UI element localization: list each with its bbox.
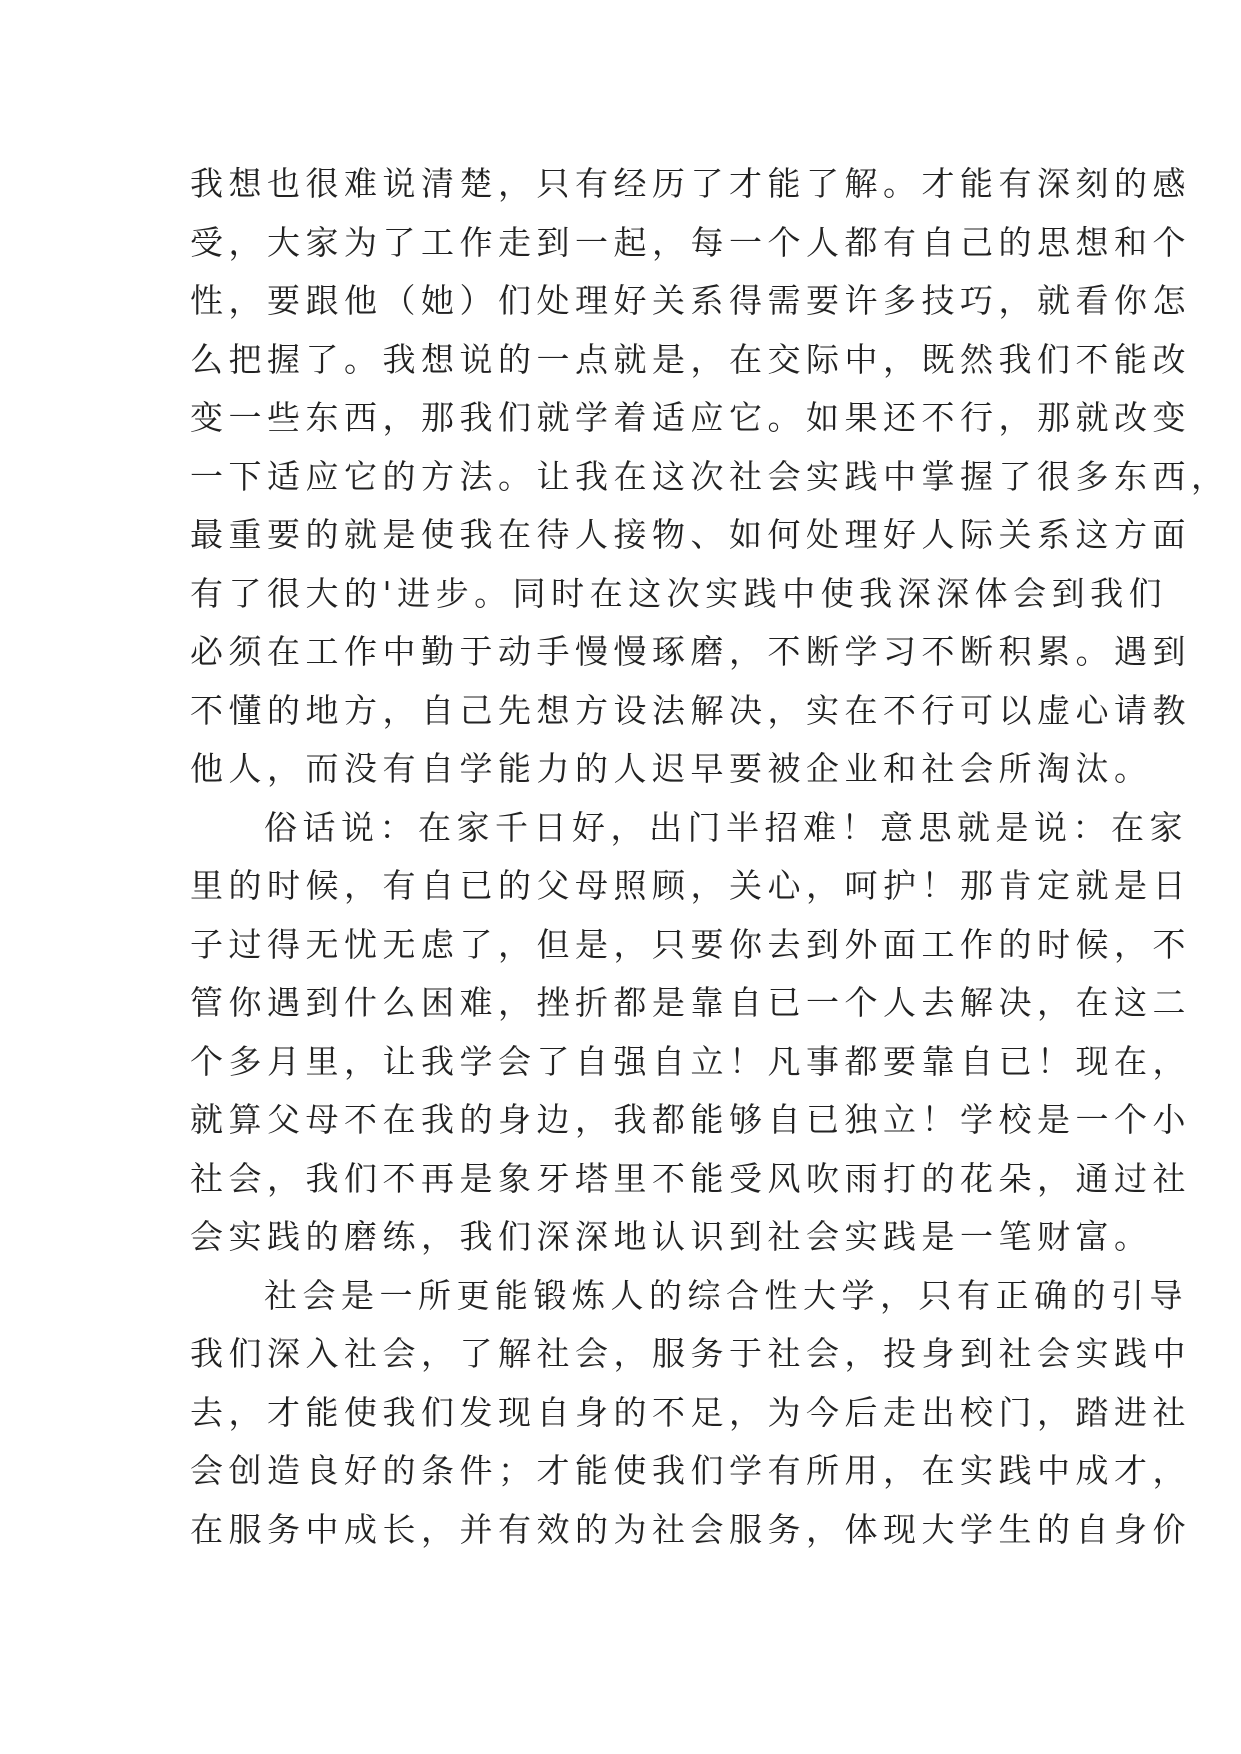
- text-line: 变一些东西，那我们就学着适应它。如果还不行，那就改变: [190, 398, 1191, 437]
- paragraph-3: [190, 1267, 1191, 1560]
- text-line: 管你遇到什么困难，挫折都是靠自已一个人去解决，在这二: [190, 983, 1191, 1022]
- text-line: 必须在工作中勤于动手慢慢琢磨，不断学习不断积累。遇到: [190, 632, 1191, 671]
- text-line: 子过得无忧无虑了，但是，只要你去到外面工作的时候，不: [190, 924, 1191, 964]
- text-line-indented: 俗话说：在家千日好，出门半招难！意思就是说：在家: [264, 807, 1188, 847]
- text-line: 性，要跟他（她）们处理好关系得需要许多技巧，就看你怎: [190, 281, 1191, 320]
- text-line: 受，大家为了工作走到一起，每一个人都有自己的思想和个: [190, 222, 1191, 262]
- text-line: 他人，而没有自学能力的人迟早要被企业和社会所淘汰。: [190, 749, 1153, 788]
- text-line: 去，才能使我们发现自身的不足，为今后走出校门，踏进社: [190, 1392, 1191, 1432]
- text-line: 在服务中成长，并有效的为社会服务，体现大学生的自身价: [190, 1509, 1191, 1549]
- text-line: 有了很大的'进步。同时在这次实践中使我深深体会到我们: [190, 573, 1168, 613]
- text-line: 我想也很难说清楚，只有经历了才能了解。才能有深刻的感: [190, 164, 1191, 203]
- text-line-indented: 社会是一所更能锻炼人的综合性大学，只有正确的引导: [264, 1275, 1188, 1315]
- paragraph-1: [190, 155, 1230, 799]
- text-line: 一下适应它的方法。让我在这次社会实践中掌握了很多东西，: [190, 456, 1230, 496]
- text-line: 会实践的磨练，我们深深地认识到社会实践是一笔财富。: [190, 1217, 1153, 1256]
- text-line: 我们深入社会，了解社会，服务于社会，投身到社会实践中: [190, 1334, 1191, 1373]
- paragraph-2: [190, 799, 1191, 1267]
- document-body: [190, 155, 1230, 1559]
- text-line: 就算父母不在我的身边，我都能够自已独立！学校是一个小: [190, 1100, 1191, 1139]
- text-line: 么把握了。我想说的一点就是，在交际中，既然我们不能改: [190, 339, 1191, 379]
- text-line: 不懂的地方，自己先想方设法解决，实在不行可以虚心请教: [190, 690, 1191, 730]
- text-line: 个多月里，让我学会了自强自立！凡事都要靠自已！现在，: [190, 1041, 1191, 1081]
- text-line: 最重要的就是使我在待人接物、如何处理好人际关系这方面: [190, 515, 1191, 554]
- text-line: 会创造良好的条件；才能使我们学有所用，在实践中成才，: [190, 1451, 1191, 1490]
- text-line: 社会，我们不再是象牙塔里不能受风吹雨打的花朵，通过社: [190, 1158, 1191, 1198]
- text-line: 里的时候，有自已的父母照顾，关心，呵护！那肯定就是日: [190, 866, 1191, 905]
